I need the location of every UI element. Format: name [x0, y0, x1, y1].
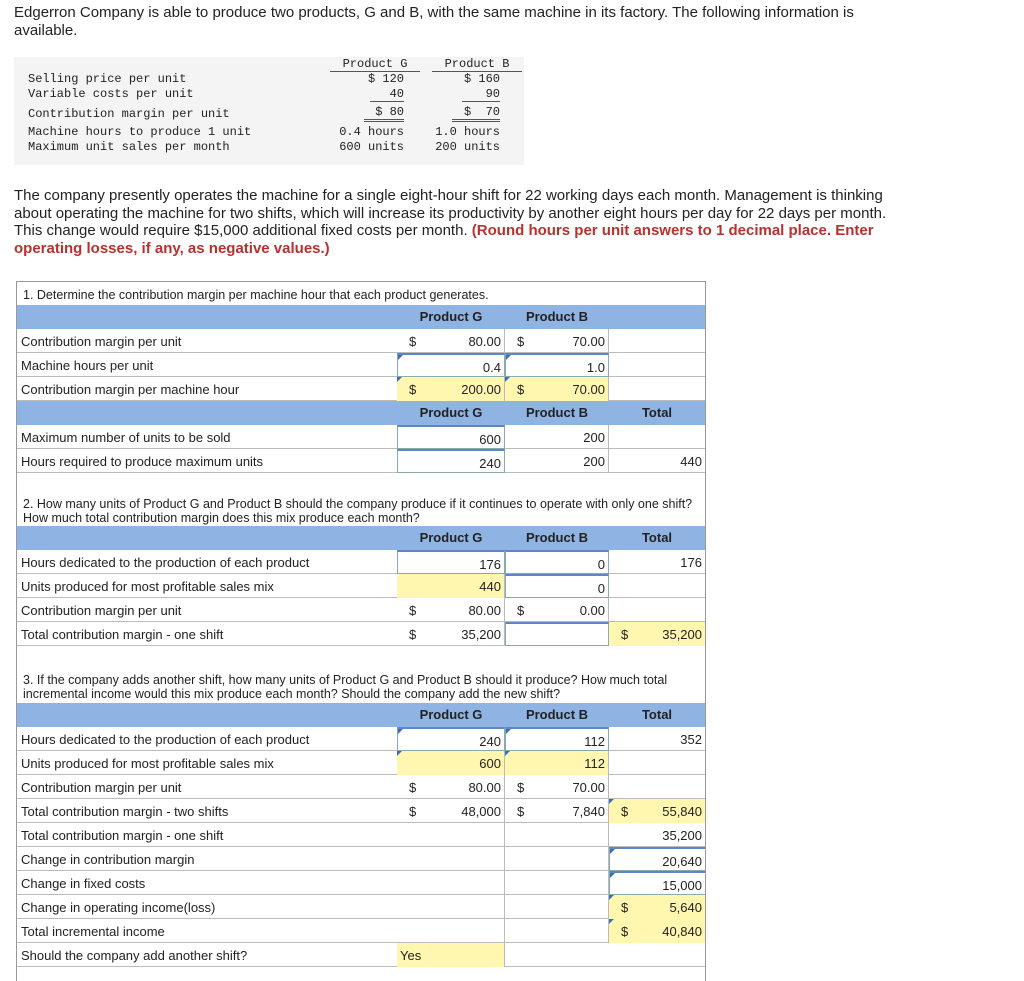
value-g: $ 80 — [364, 105, 404, 122]
table-row — [17, 775, 705, 799]
input-total[interactable]: 15,000 — [609, 871, 705, 895]
row-label: Maximum number of units to be sold — [21, 430, 231, 445]
row-label: Contribution margin per unit — [28, 107, 230, 121]
instructions-paragraph — [14, 187, 914, 257]
table-row — [17, 449, 705, 473]
cell-g: $ 80.00 — [397, 775, 505, 799]
value-g: 40 — [370, 87, 404, 102]
header-product-g: Product G — [419, 707, 483, 722]
input-g[interactable]: 240 — [397, 727, 505, 751]
input-b[interactable]: 0 — [505, 574, 609, 598]
row-label: Contribution margin per unit — [21, 334, 182, 349]
input-g[interactable]: 240 — [397, 449, 505, 473]
table-row — [17, 751, 705, 775]
value-b: $ 160 — [463, 72, 500, 86]
input-g[interactable]: $ 200.00 — [397, 377, 505, 401]
table-row — [17, 919, 705, 943]
table-row — [17, 943, 705, 967]
value-b: 200 units — [435, 140, 500, 154]
value-b: 90 — [462, 87, 500, 102]
table-row — [17, 823, 705, 847]
header-product-b: Product B — [525, 707, 589, 722]
q2-header-bar — [17, 526, 705, 550]
input-g[interactable]: 0.4 — [397, 353, 505, 377]
input-total[interactable]: $ 55,840 — [609, 799, 705, 823]
input-g[interactable]: 600 — [397, 751, 505, 775]
row-label: Machine hours to produce 1 unit — [28, 125, 252, 139]
table-row — [17, 598, 705, 622]
q3-header-bar — [17, 703, 705, 727]
header-total: Total — [641, 405, 673, 420]
cell-b: 200 — [505, 425, 609, 449]
header-product-g: Product G — [419, 530, 483, 545]
value-g: $ 120 — [367, 72, 404, 86]
table-row — [17, 353, 705, 377]
cell-g — [397, 823, 505, 847]
input-b[interactable]: $ 70.00 — [505, 377, 609, 401]
value-g: 600 units — [339, 140, 404, 154]
instructions-text: The company presently operates the machine for a single eight-hour shift for 22 working days each month. Management is thinking about operating the machine for two shifts, which will increase its productivity by another eight hours per day for 22 days per month. This change would require $15,000 additional fixed costs per month. — [14, 187, 887, 239]
input-g[interactable]: 176 — [397, 550, 505, 574]
input-g[interactable]: 440 — [397, 574, 505, 598]
header-product-b: Product B — [525, 309, 589, 324]
cell-b: $ 70.00 — [505, 775, 609, 799]
cell-g: $ 48,000 — [397, 799, 505, 823]
q1-header-bar — [17, 305, 705, 329]
intro-text: Edgerron Company is able to produce two products, G and B, with the same machine in its factory. The following information is available. — [14, 4, 854, 39]
row-label: Contribution margin per machine hour — [21, 382, 240, 397]
input-b[interactable]: 112 — [505, 751, 609, 775]
header-product-b: Product B — [525, 530, 589, 545]
input-b[interactable] — [505, 622, 609, 646]
q3-question: 3. If the company adds another shift, how many units of Product G and Product B should it produce? How much total incremental income would this mix produce each month? Should the company add the new shift? — [23, 673, 668, 701]
cell-total: 176 — [680, 555, 702, 570]
row-label: Change in contribution margin — [21, 852, 195, 867]
table-row — [17, 895, 705, 919]
q2-question: 2. How many units of Product G and Product B should the company produce if it continues to operate with only one shift? How much total contribution margin does this mix produce each month? — [23, 497, 693, 525]
value-b: 1.0 hours — [435, 125, 500, 139]
row-label: Hours dedicated to the production of each product — [21, 732, 310, 747]
cell-b — [505, 919, 609, 943]
cell-g — [397, 919, 505, 943]
row-label: Change in operating income(loss) — [21, 900, 216, 915]
input-total[interactable]: 20,640 — [609, 847, 705, 871]
row-label: Units produced for most profitable sales mix — [21, 756, 274, 771]
product-info-table — [14, 57, 524, 165]
row-label: Hours required to produce maximum units — [21, 454, 264, 469]
row-label: Total contribution margin - one shift — [21, 627, 224, 642]
row-label: Total contribution margin - one shift — [21, 828, 224, 843]
cell-total: 440 — [680, 454, 702, 469]
table-row — [17, 377, 705, 401]
row-label: Contribution margin per unit — [21, 603, 182, 618]
value-b: $ 70 — [452, 105, 500, 122]
q1-question: 1. Determine the contribution margin per machine hour that each product generates. — [23, 288, 489, 302]
input-b[interactable]: 0 — [505, 550, 609, 574]
table-row — [17, 799, 705, 823]
input-g[interactable]: 600 — [397, 425, 505, 449]
header-product-g: Product G — [419, 309, 483, 324]
table-row — [17, 329, 705, 353]
table-row — [17, 727, 705, 751]
input-b[interactable]: 1.0 — [505, 353, 609, 377]
row-label: Selling price per unit — [28, 72, 187, 86]
header-total: Total — [641, 530, 673, 545]
cell-b — [505, 847, 609, 871]
input-b[interactable]: 112 — [505, 727, 609, 751]
add-shift-answer[interactable]: Yes — [397, 943, 505, 967]
q1-header-bar-2 — [17, 401, 705, 425]
header-product-g: Product G — [419, 405, 483, 420]
row-label: Machine hours per unit — [21, 358, 154, 373]
cell-total: 352 — [680, 732, 702, 747]
table-row — [17, 425, 705, 449]
cell-g — [397, 895, 505, 919]
row-label: Total contribution margin - two shifts — [21, 804, 229, 819]
table-row — [17, 550, 705, 574]
input-total[interactable]: $ 40,840 — [609, 919, 705, 943]
row-label: Should the company add another shift? — [21, 948, 248, 963]
cell-b — [505, 823, 609, 847]
row-label: Hours dedicated to the production of each product — [21, 555, 310, 570]
col-header-product-g: Product G — [330, 57, 420, 72]
row-label: Total incremental income — [21, 924, 165, 939]
row-label: Units produced for most profitable sales mix — [21, 579, 274, 594]
row-label: Variable costs per unit — [28, 87, 194, 101]
table-row — [17, 871, 705, 895]
cell-b: 200 — [505, 449, 609, 473]
instructions-note: (Round hours per unit answers to 1 decimal place. Enter operating losses, if any, as negative values.) — [14, 222, 874, 257]
cell-g — [397, 847, 505, 871]
cell-g: $ 35,200 — [397, 622, 505, 646]
cell-g — [397, 871, 505, 895]
row-label: Change in fixed costs — [21, 876, 146, 891]
header-product-b: Product B — [525, 405, 589, 420]
table-row — [17, 622, 705, 646]
worksheet — [16, 281, 706, 981]
cell-g: $ 80.00 — [397, 598, 505, 622]
cell-b — [505, 895, 609, 919]
cell-b — [505, 871, 609, 895]
value-g: 0.4 hours — [339, 125, 404, 139]
cell-total: 35,200 — [662, 828, 702, 843]
cell-b: $ 70.00 — [505, 329, 609, 353]
cell-g: $ 80.00 — [397, 329, 505, 353]
table-row — [17, 847, 705, 871]
cell-b: $ 7,840 — [505, 799, 609, 823]
input-total[interactable]: $ 5,640 — [609, 895, 705, 919]
header-total: Total — [641, 707, 673, 722]
cell-b: $ 0.00 — [505, 598, 609, 622]
row-label: Contribution margin per unit — [21, 780, 182, 795]
table-row — [17, 574, 705, 598]
col-header-product-b: Product B — [432, 57, 522, 72]
total-cm-one-shift[interactable]: $ 35,200 — [609, 622, 705, 646]
row-label: Maximum unit sales per month — [28, 140, 230, 154]
